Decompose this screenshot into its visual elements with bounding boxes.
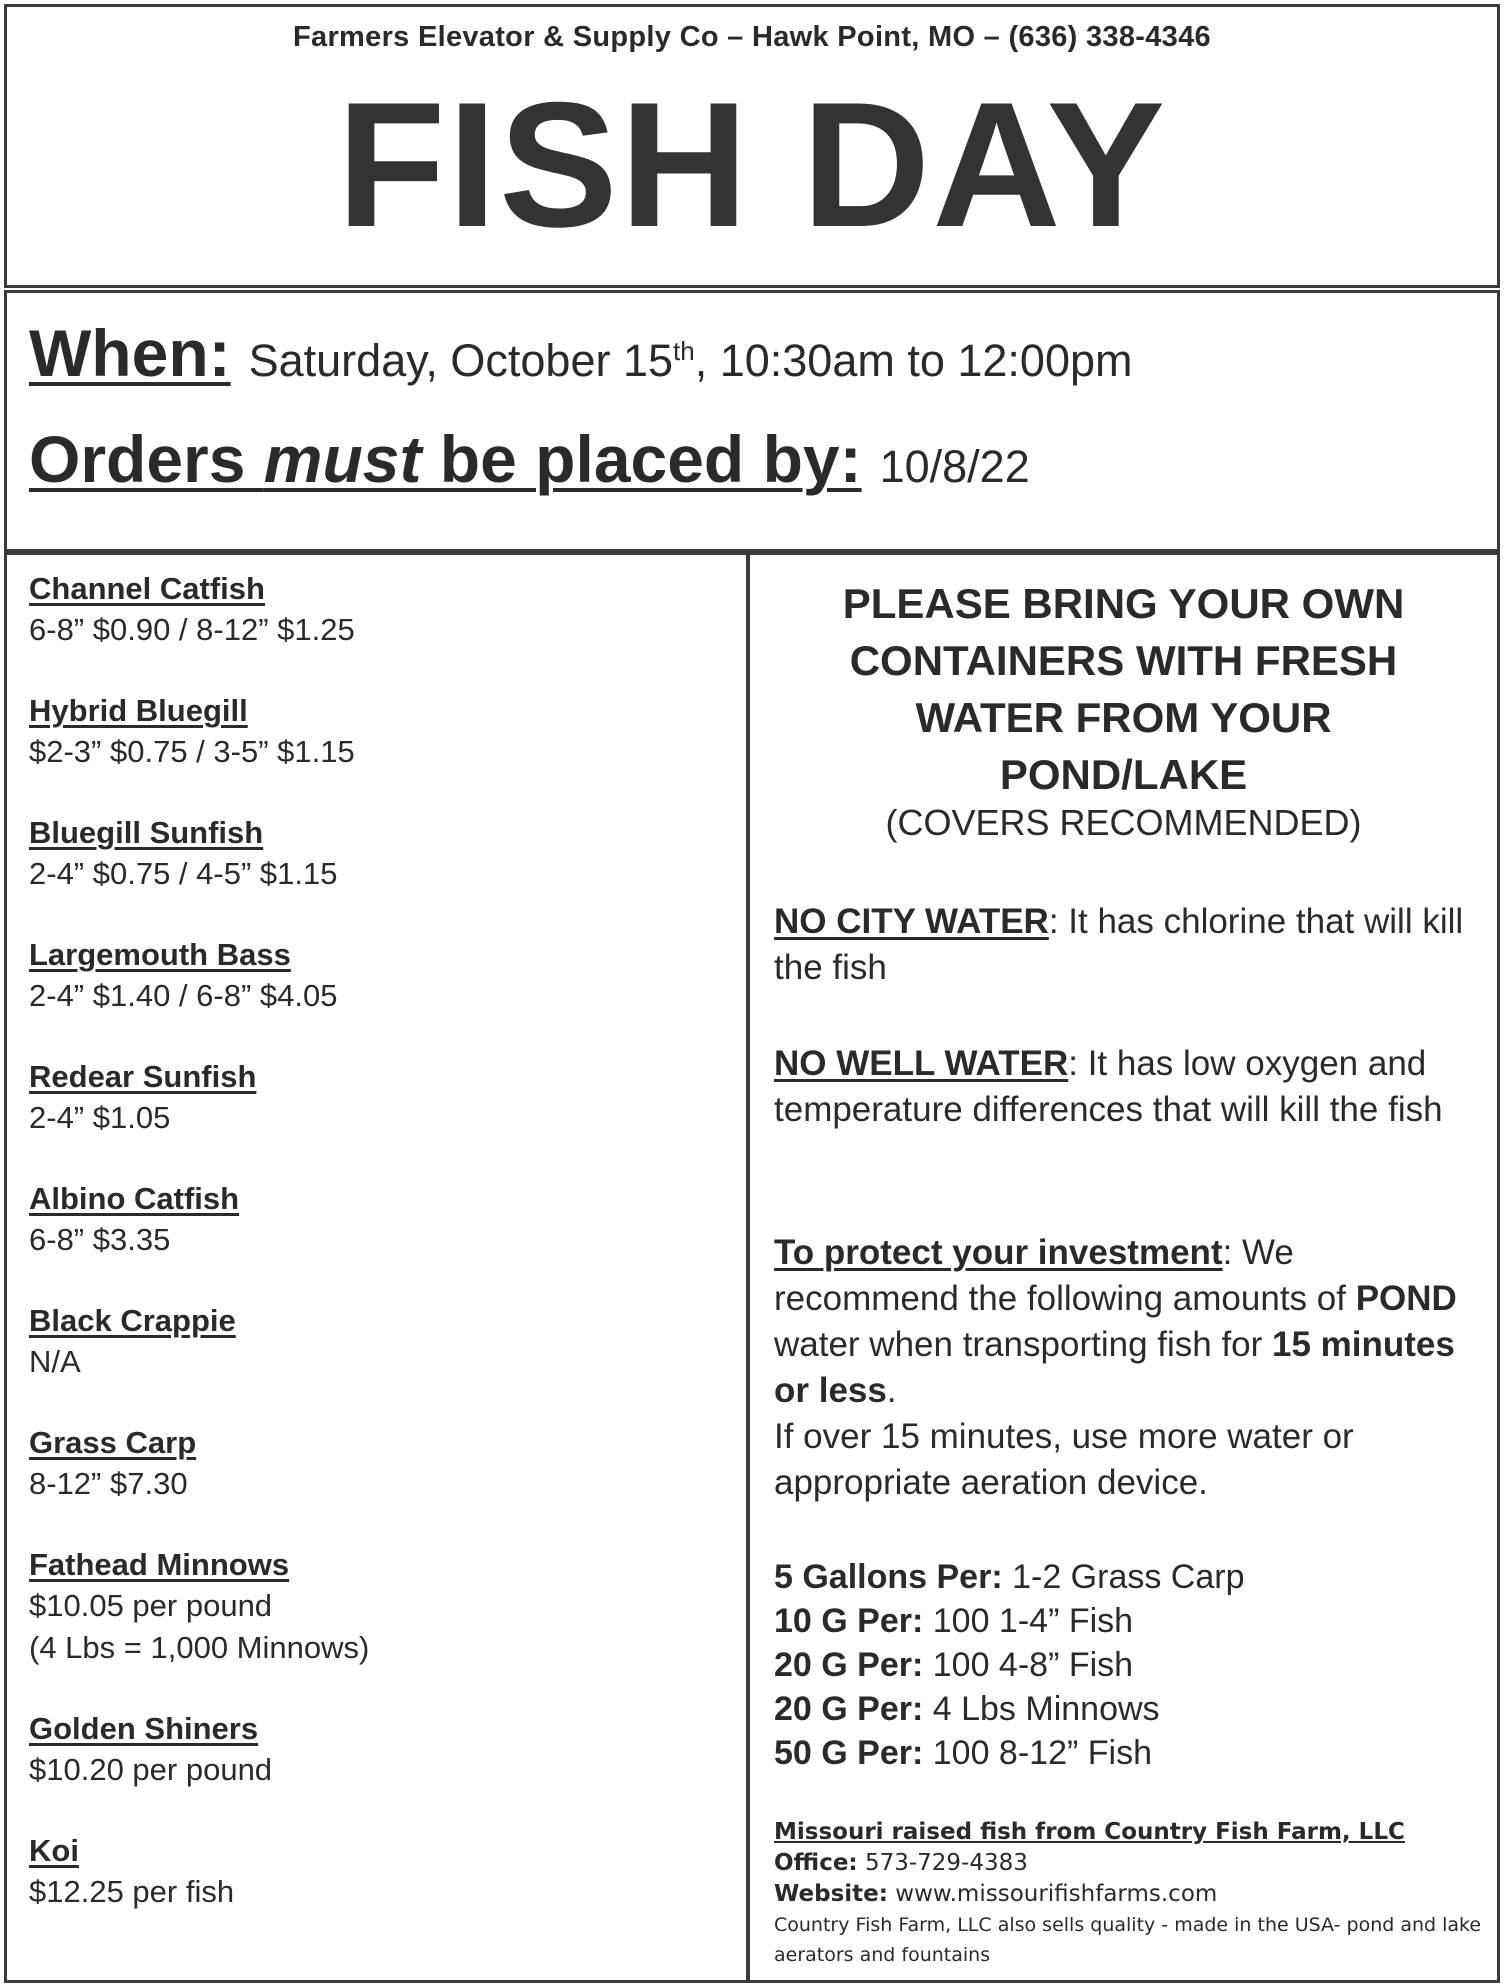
fish-item — [29, 1831, 369, 1913]
when-label: When: — [29, 316, 231, 390]
gallons-value: 100 4-8” Fish — [923, 1646, 1134, 1684]
fish-item — [29, 1179, 369, 1261]
no-well-water-label: NO WELL WATER — [774, 1044, 1069, 1083]
notice-line: POND/LAKE — [999, 751, 1248, 798]
fish-name: Grass Carp — [29, 1425, 197, 1460]
orders-label-emph: must — [263, 422, 422, 496]
gallons-value: 4 Lbs Minnows — [923, 1690, 1160, 1728]
fish-item — [29, 1423, 369, 1505]
gallons-label: 5 Gallons Per: — [774, 1558, 1003, 1596]
fish-price: $2-3” $0.75 / 3-5” $1.15 — [29, 734, 355, 769]
protect-investment-paragraph — [774, 1230, 1474, 1414]
fish-price: $10.20 per pound — [29, 1752, 273, 1787]
fish-name: Largemouth Bass — [29, 937, 291, 972]
over-15-minutes-paragraph: If over 15 minutes, use more water or appropriate aeration device. — [774, 1417, 1354, 1502]
fish-note: (4 Lbs = 1,000 Minnows) — [29, 1630, 370, 1665]
gallons-value: 100 1-4” Fish — [923, 1602, 1134, 1640]
fish-name: Black Crappie — [29, 1303, 236, 1338]
fish-item — [29, 1709, 369, 1791]
gallons-table — [774, 1555, 1245, 1775]
fish-item — [29, 1301, 369, 1383]
fish-price: 2-4” $1.05 — [29, 1100, 171, 1135]
gallons-value: 1-2 Grass Carp — [1002, 1558, 1245, 1596]
fish-name: Golden Shiners — [29, 1711, 259, 1746]
fish-price: N/A — [29, 1344, 81, 1379]
gallons-label: 10 G Per: — [774, 1602, 924, 1640]
protect-text-2: water when transporting fish for — [774, 1325, 1273, 1364]
farm-website — [774, 1879, 1494, 1910]
orders-label — [29, 422, 862, 496]
protect-text-1: : We recommend the following amounts of — [774, 1233, 1356, 1318]
instructions-box — [747, 552, 1500, 1983]
fish-price: 8-12” $7.30 — [29, 1466, 188, 1501]
gallons-label: 50 G Per: — [774, 1734, 924, 1772]
gallons-label: 20 G Per: — [774, 1690, 924, 1728]
gallons-row — [774, 1687, 1245, 1731]
fish-item — [29, 691, 369, 773]
website-value[interactable]: www.missourifishfarms.com — [887, 1881, 1218, 1907]
fish-item — [29, 1545, 369, 1669]
fish-name: Koi — [29, 1833, 79, 1868]
fish-name: Channel Catfish — [29, 571, 265, 606]
fish-price-list — [4, 552, 749, 1983]
orders-label-part1: Orders — [29, 422, 264, 496]
protect-text-3: . — [886, 1371, 897, 1410]
fish-item — [29, 935, 369, 1017]
gallons-value: 100 8-12” Fish — [923, 1734, 1152, 1772]
protect-investment-label: To protect your investment — [774, 1233, 1223, 1272]
fish-item — [29, 569, 369, 651]
fish-item — [29, 813, 369, 895]
fish-price: 2-4” $0.75 / 4-5” $1.15 — [29, 856, 338, 891]
no-city-water-text: : It has chlorine that will kill the fish — [774, 902, 1464, 987]
fish-name: Albino Catfish — [29, 1181, 240, 1216]
fish-list — [29, 569, 369, 1953]
gallons-row — [774, 1555, 1245, 1599]
when-date-suffix: th — [673, 336, 695, 366]
farm-info — [774, 1817, 1494, 1970]
no-well-water-text: : It has low oxygen and temperature differences that will kill the fish — [774, 1044, 1443, 1129]
covers-note: (COVERS RECOMMENDED) — [885, 802, 1362, 843]
fish-name: Hybrid Bluegill — [29, 693, 248, 728]
fish-price: 6-8” $0.90 / 8-12” $1.25 — [29, 612, 355, 647]
fish-name: Fathead Minnows — [29, 1547, 290, 1582]
orders-deadline: 10/8/22 — [879, 441, 1030, 492]
notice-line: PLEASE BRING YOUR OWN — [842, 580, 1405, 627]
fish-price: 2-4” $1.40 / 6-8” $4.05 — [29, 978, 338, 1013]
when-value — [249, 335, 1133, 386]
gallons-row — [774, 1643, 1245, 1687]
fish-price: $12.25 per fish — [29, 1874, 235, 1909]
website-label: Website: — [774, 1881, 888, 1907]
no-city-water-label: NO CITY WATER — [774, 902, 1049, 941]
gallons-label: 20 G Per: — [774, 1646, 924, 1684]
farm-office — [774, 1848, 1494, 1879]
schedule-box — [4, 290, 1500, 552]
gallons-row — [774, 1731, 1245, 1775]
fish-name: Redear Sunfish — [29, 1059, 257, 1094]
fish-name: Bluegill Sunfish — [29, 815, 264, 850]
fish-item — [29, 1057, 369, 1139]
office-value: 573-729-4383 — [857, 1850, 1028, 1876]
protect-bold-pond: POND — [1355, 1279, 1457, 1318]
notice-line: CONTAINERS WITH FRESH — [849, 637, 1398, 684]
farm-note: Country Fish Farm, LLC also sells quality - made in the USA- pond and lake aerators and fountains — [774, 1914, 1482, 1966]
orders-label-part2: be placed by: — [421, 422, 862, 496]
container-notice — [750, 575, 1497, 803]
no-city-water-paragraph — [774, 899, 1474, 991]
office-label: Office: — [774, 1850, 858, 1876]
orders-line — [29, 421, 1030, 497]
header-box — [4, 4, 1500, 288]
protect-bold-duration: 15 minutes or less — [774, 1325, 1455, 1410]
notice-line: WATER FROM YOUR — [915, 694, 1332, 741]
fish-price: 6-8” $3.35 — [29, 1222, 171, 1257]
when-date: Saturday, October 15 — [248, 335, 674, 386]
company-line: Farmers Elevator & Supply Co – Hawk Point, MO – (636) 338-4346 — [293, 21, 1211, 53]
page-title: FISH DAY — [336, 65, 1168, 264]
farm-title: Missouri raised fish from Country Fish Farm, LLC — [774, 1819, 1405, 1845]
fish-price: $10.05 per pound — [29, 1588, 273, 1623]
when-time: , 10:30am to 12:00pm — [694, 335, 1133, 386]
gallons-row — [774, 1599, 1245, 1643]
no-well-water-paragraph — [774, 1041, 1474, 1133]
when-line — [29, 315, 1133, 391]
